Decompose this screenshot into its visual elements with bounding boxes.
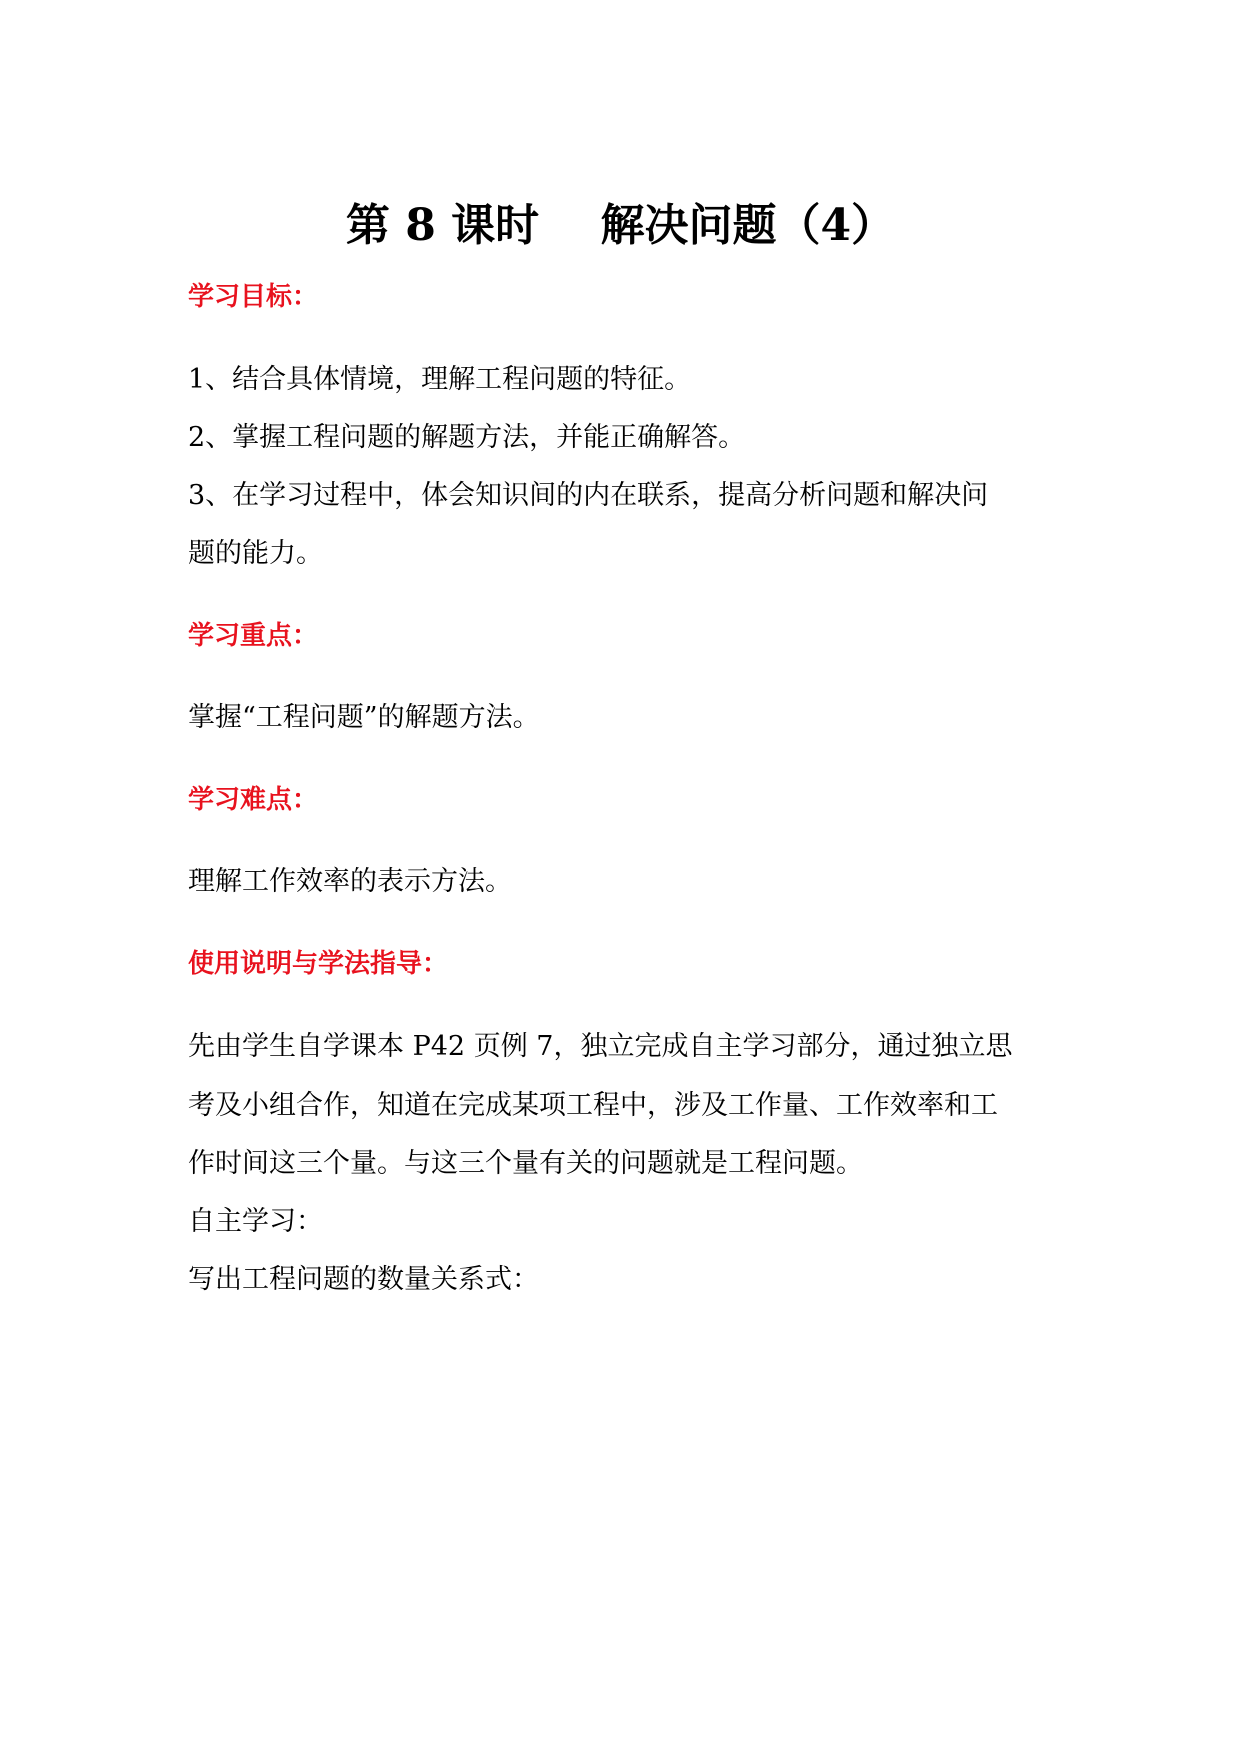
difficulty-line-1: 理解工作效率的表示方法。 bbox=[188, 866, 512, 897]
section-heading-goals: 学习目标： bbox=[188, 282, 319, 312]
guidance-line-1: 先由学生自学课本 P42 页例 7，独立完成自主学习部分，通过独立思 bbox=[188, 1031, 1013, 1062]
guidance-line-3: 作时间这三个量。与这三个量有关的问题就是工程问题。 bbox=[188, 1148, 863, 1179]
goal-line-4: 题的能力。 bbox=[188, 538, 323, 569]
section-heading-difficulties: 学习难点： bbox=[188, 785, 319, 815]
guidance-line-4: 自主学习： bbox=[188, 1206, 323, 1237]
guidance-line-2: 考及小组合作，知道在完成某项工程中，涉及工作量、工作效率和工 bbox=[188, 1090, 998, 1121]
section-heading-key-points: 学习重点： bbox=[188, 621, 319, 651]
section-heading-guidance: 使用说明与学法指导： bbox=[188, 949, 449, 979]
key-point-line-1: 掌握“工程问题”的解题方法。 bbox=[188, 702, 540, 733]
page-title: 第 8 课时 解决问题（4） bbox=[345, 200, 896, 251]
goal-line-3: 3、在学习过程中，体会知识间的内在联系，提高分析问题和解决问 bbox=[188, 480, 989, 511]
goal-line-1: 1、结合具体情境，理解工程问题的特征。 bbox=[188, 364, 692, 395]
guidance-line-5: 写出工程问题的数量关系式： bbox=[188, 1264, 539, 1295]
goal-line-2: 2、掌握工程问题的解题方法，并能正确解答。 bbox=[188, 422, 746, 453]
